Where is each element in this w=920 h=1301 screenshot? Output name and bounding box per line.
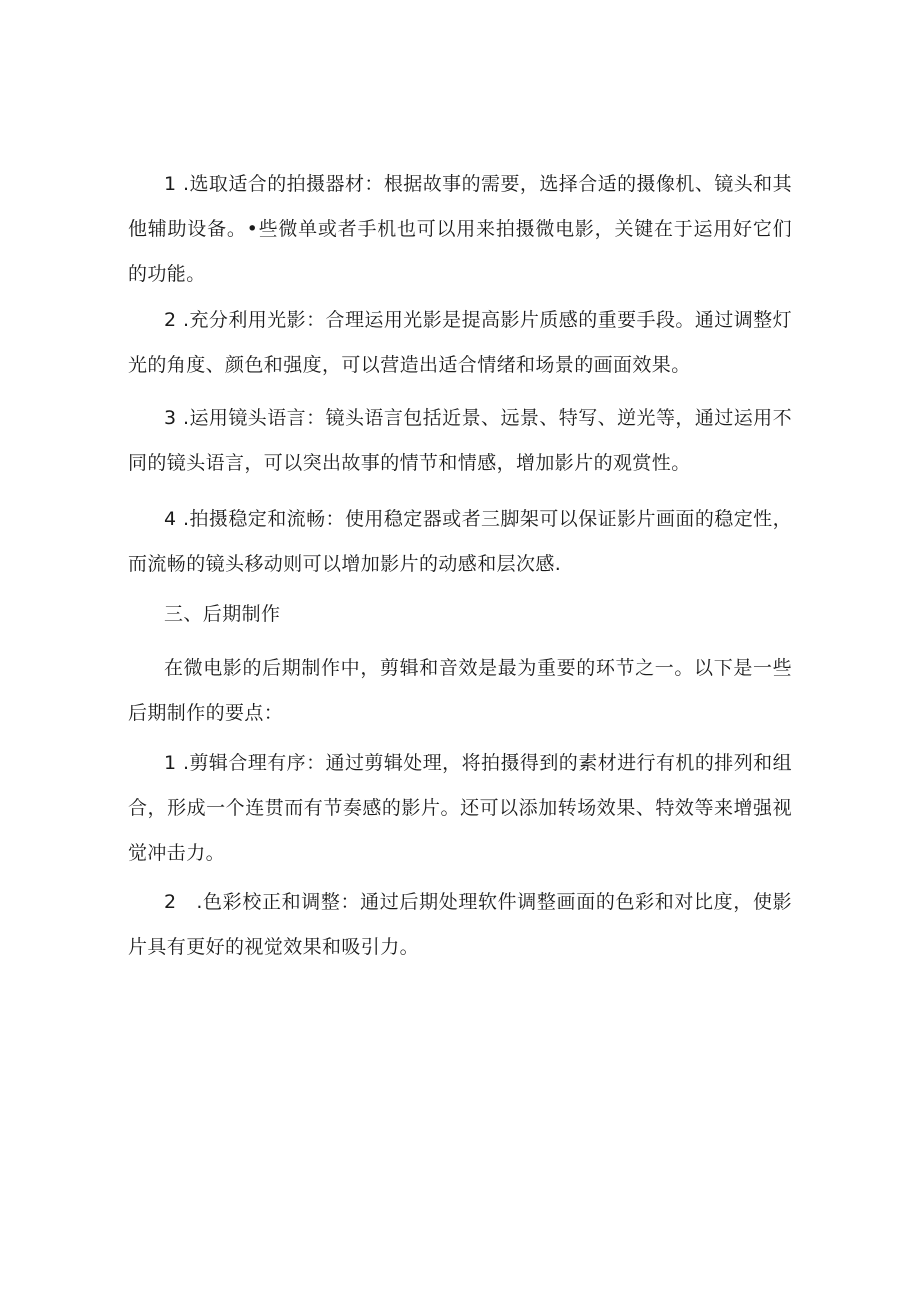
paragraph-editing: 1 .剪辑合理有序：通过剪辑处理，将拍摄得到的素材进行有机的排列和组合，形成一个连贯而有节奏感的影片。还可以添加转场效果、特效等来增强视觉冲击力。 bbox=[128, 752, 792, 864]
paragraph-lighting: 2 .充分利用光影：合理运用光影是提高影片质感的重要手段。通过调整灯光的角度、颜色和强度，可以营造出适合情绪和场景的画面效果。 bbox=[128, 309, 792, 376]
paragraph-equipment: 1 .选取适合的拍摄器材：根据故事的需要，选择合适的摄像机、镜头和其他辅助设备。•些微单或者手机也可以用来拍摄微电影，关键在于运用好它们的功能。 bbox=[128, 173, 792, 285]
paragraph-camera-language: 3 .运用镜头语言：镜头语言包括近景、远景、特写、逆光等，通过运用不同的镜头语言，可以突出故事的情节和情感，增加影片的观赏性。 bbox=[128, 407, 792, 474]
paragraph-color-correction: 2 .色彩校正和调整：通过后期处理软件调整画面的色彩和对比度，使影片具有更好的视觉效果和吸引力。 bbox=[128, 891, 792, 958]
paragraph-post-production-intro: 在微电影的后期制作中，剪辑和音效是最为重要的环节之一。以下是一些后期制作的要点： bbox=[128, 657, 792, 724]
section-heading-post-production: 三、后期制作 bbox=[164, 603, 281, 625]
paragraph-stability: 4 .拍摄稳定和流畅：使用稳定器或者三脚架可以保证影片画面的稳定性，而流畅的镜头移动则可以增加影片的动感和层次感. bbox=[128, 508, 792, 575]
